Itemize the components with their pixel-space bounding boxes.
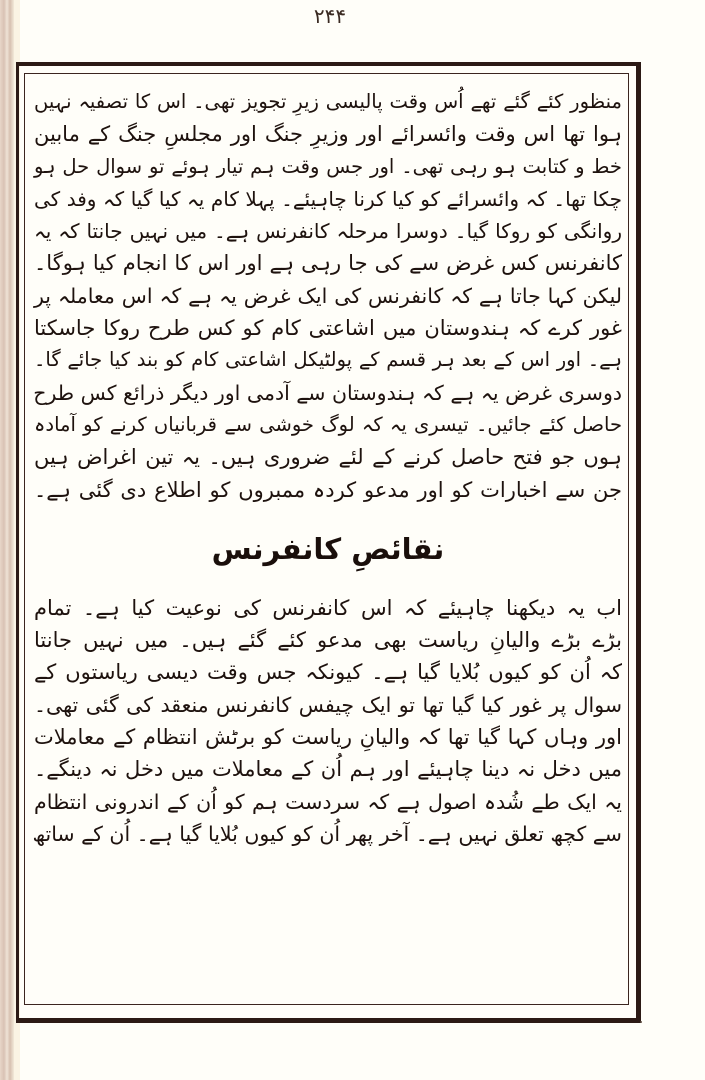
text-line: حاصل کئے جائیں۔ تیسری یہ کہ لوگ خوشی سے قربانیاں کرنے کو آمادہ [34,412,622,436]
text-line: بڑے بڑے والیانِ ریاست بھی مدعو کئے گئے ہیں۔ میں نہیں جانتا [34,628,622,653]
text-line: ہوا تھا اس وقت وائسرائے اور وزیرِ جنگ اور مجلسِ جنگ کے مابین [34,122,622,147]
text-line: روانگی کو روکا گیا۔ دوسرا مرحلہ کانفرنس ہے۔ میں نہیں جانتا کہ یہ [34,219,622,244]
text-line: یہ ایک طے شُدہ اصول ہے کہ سردست ہم کو اُن کے اندرونی انتظام [34,789,622,814]
text-line: لیکن کہا جاتا ہے کہ کانفرنس کی ایک غرض یہ ہے کہ اس معاملہ پر [34,283,622,308]
text-line: ہے۔ اور اس کے بعد ہر قسم کے پولٹیکل اشاعتی کام کو بند کیا جائے گا۔ [34,348,622,372]
page-number: ۲۴۴ [313,4,347,28]
book-binding-gutter [0,0,14,1080]
text-line: سوال پر غور کیا گیا تھا تو ایک چیفس کانفرنس منعقد کی گئی تھی۔ [34,692,622,717]
text-line: سے کچھ تعلق نہیں ہے۔ آخر پھر اُن کو کیوں بُلایا گیا ہے۔ اُن کے ساتھ [32,821,622,846]
text-line: غور کرے کہ ہندوستان میں اشاعتی کام کو کس طرح روکا جاسکتا [34,316,622,341]
text-line: جن سے اخبارات کو اور مدعو کردہ ممبروں کو اطلاع دی گئی ہے۔ [34,477,622,502]
ink-speck [640,1021,642,1023]
text-line: اور وہاں کہا گیا تھا کہ والیانِ ریاست کو برٹش انتظام کے معاملات [34,725,622,750]
text-line: ہوں جو فتح حاصل کرنے کے لئے ضروری ہیں۔ یہ تین اغراض ہیں [34,445,622,470]
text-line: دوسری غرض یہ ہے کہ ہندوستان سے آدمی اور دیگر ذرائع کس طرح [33,380,622,405]
section-heading: نقائصِ کانفرنس [211,531,445,566]
text-line: کہ اُن کو کیوں بُلایا گیا ہے۔ کیونکہ جس وقت دیسی ریاستوں کے [34,660,622,685]
paragraph-1 [34,86,622,506]
text-line: کانفرنس کس غرض سے کی جا رہی ہے اور اس کا انجام کیا ہوگا۔ [34,251,622,276]
page-body [34,86,622,850]
text-line: چکا تھا۔ کہ وائسرائے کو کیا کرنا چاہیئے۔ پہلا کام یہ کیا گیا کہ وفد کی [34,186,622,211]
text-line: اب یہ دیکھنا چاہیئے کہ اس کانفرنس کی نوعیت کیا ہے۔ تمام [34,595,622,620]
paragraph-2 [34,592,622,850]
text-line: منظور کئے گئے تھے اُس وقت پالیسی زیرِ تجویز تھی۔ اس کا تصفیہ نہیں [34,90,622,113]
text-line: خط و کتابت ہو رہی تھی۔ اور جس وقت ہم تیار ہوئے تو سوال حل ہو [34,154,622,178]
text-line: میں دخل نہ دینا چاہیئے اور ہم اُن کے معاملات میں دخل نہ دینگے۔ [34,757,622,782]
